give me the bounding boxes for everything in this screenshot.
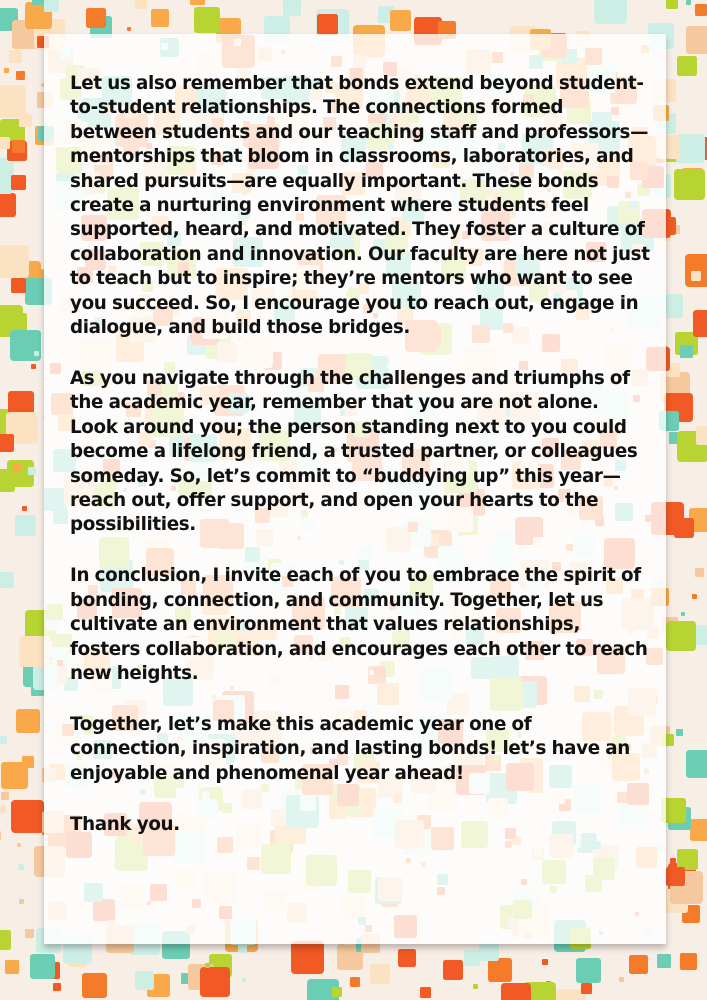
pattern-square [681, 612, 685, 616]
pattern-square [666, 621, 696, 651]
pattern-square [151, 9, 169, 27]
pattern-square [501, 983, 531, 1000]
pattern-square [135, 0, 147, 9]
pattern-square [696, 426, 707, 445]
pattern-square [0, 434, 14, 452]
pattern-square [10, 330, 41, 361]
pattern-square [0, 193, 16, 217]
paragraph-faculty-bonds: Let us also remember that bonds extend beyond student-to-student relationships. The connections formed between students and our teaching staff and professors—mentorships that bloom in classrooms, laboratories, and shared pursuits—are equally important. These bonds create a nurturing environment where students feel supported, heard, and motivated. They foster a culture of collaboration and innovation. Our faculty are here not just to teach but to inspire; they’re mentors who want to see you succeed. So, I encourage you to reach out, engage in dialogue, and build those bridges. [70, 73, 650, 339]
pattern-square [317, 14, 338, 35]
pattern-square [238, 944, 247, 953]
pattern-square [576, 958, 601, 983]
pattern-square [11, 278, 26, 293]
pattern-square [581, 983, 592, 994]
pattern-square [691, 271, 701, 281]
pattern-square [4, 68, 9, 73]
pattern-square [680, 953, 697, 970]
pattern-square [127, 27, 131, 31]
pattern-square [0, 172, 12, 194]
pattern-square [0, 736, 7, 744]
pattern-square [370, 964, 390, 984]
paragraph-conclusion: In conclusion, I invite each of you to embrace the spirit of bonding, connection, and community. Together, let us cultivate an environment that values relationships, fosters collaboration, and encourages each other to reach new heights. [70, 565, 648, 684]
pattern-square [30, 954, 55, 979]
pattern-square [676, 134, 705, 163]
pattern-square [19, 114, 32, 127]
pattern-square [242, 978, 246, 982]
pattern-square [420, 987, 431, 998]
pattern-square [205, 963, 210, 968]
pattern-square [479, 941, 499, 961]
letter-body [70, 72, 650, 863]
pattern-square [11, 800, 44, 833]
pattern-square [695, 568, 704, 577]
pattern-square [686, 26, 707, 54]
pattern-square [488, 958, 512, 982]
pattern-square [22, 506, 27, 511]
pattern-square [283, 0, 301, 16]
pattern-square [473, 984, 478, 989]
pattern-square [686, 0, 691, 5]
pattern-square [5, 960, 19, 974]
pattern-square [619, 977, 624, 982]
pattern-square [0, 85, 26, 118]
pattern-square [390, 10, 411, 31]
pattern-square [674, 169, 705, 200]
pattern-square [443, 960, 463, 980]
pattern-square [0, 245, 29, 278]
pattern-square [690, 819, 707, 841]
pattern-square [44, 0, 59, 12]
pattern-square [11, 175, 26, 190]
pattern-square [0, 572, 14, 588]
pattern-square [28, 467, 36, 475]
pattern-square [25, 929, 34, 938]
pattern-square [629, 955, 648, 974]
pattern-square [657, 954, 671, 968]
pattern-square [86, 8, 106, 28]
pattern-square [350, 977, 360, 987]
pattern-square [53, 983, 61, 991]
pattern-square [18, 864, 24, 870]
paragraph-thank-you: Thank you. [70, 813, 180, 835]
pattern-square [135, 971, 154, 990]
pattern-square [9, 50, 22, 63]
pattern-square [1, 762, 28, 789]
pattern-square [680, 345, 693, 358]
pattern-square [332, 987, 342, 997]
pattern-square [291, 941, 324, 974]
pattern-square [666, 0, 678, 9]
pattern-square [542, 959, 548, 965]
pattern-square [464, 950, 480, 966]
pattern-square [0, 137, 10, 149]
pattern-square [32, 0, 44, 5]
pattern-square [200, 967, 230, 997]
pattern-square [17, 843, 21, 847]
paragraph-not-alone: As you navigate through the challenges and triumphs of the academic year, remember that you are not alone. Look around you; the person standing next to you could become a lifelong friend, a trusted partner, or colleagues someday. So, let’s commit to “buddying up” this year—reach out, offer support, and open your hearts to the possibilities. [70, 367, 638, 536]
pattern-square [0, 930, 11, 950]
pattern-square [666, 867, 685, 886]
pattern-square [0, 831, 1, 840]
pattern-square [677, 56, 697, 76]
pattern-square [685, 254, 707, 287]
pattern-square [695, 4, 707, 16]
pattern-square [674, 518, 694, 538]
pattern-square [16, 71, 25, 80]
pattern-square [0, 805, 6, 813]
pattern-square [1, 792, 9, 800]
pattern-square [15, 515, 36, 536]
paragraph-academic-year: Together, let’s make this academic year one of connection, inspiration, and lasting bonds! let’s have an enjoyable and phenomenal year ahead! [70, 713, 630, 784]
pattern-square [692, 594, 697, 599]
pattern-square [594, 0, 627, 24]
pattern-square [31, 364, 36, 369]
pattern-square [34, 351, 39, 356]
pattern-square [686, 750, 707, 778]
pattern-square [0, 469, 15, 492]
pattern-square [12, 140, 25, 153]
pattern-square [13, 464, 21, 472]
pattern-square [693, 310, 707, 337]
pattern-square [16, 709, 40, 733]
pattern-square [19, 899, 24, 904]
pattern-square [194, 7, 220, 33]
letter-page [44, 34, 666, 944]
pattern-square [82, 973, 107, 998]
pattern-square [190, 0, 205, 5]
pattern-square [398, 949, 416, 967]
pattern-square [677, 849, 698, 870]
pattern-square [676, 729, 683, 736]
